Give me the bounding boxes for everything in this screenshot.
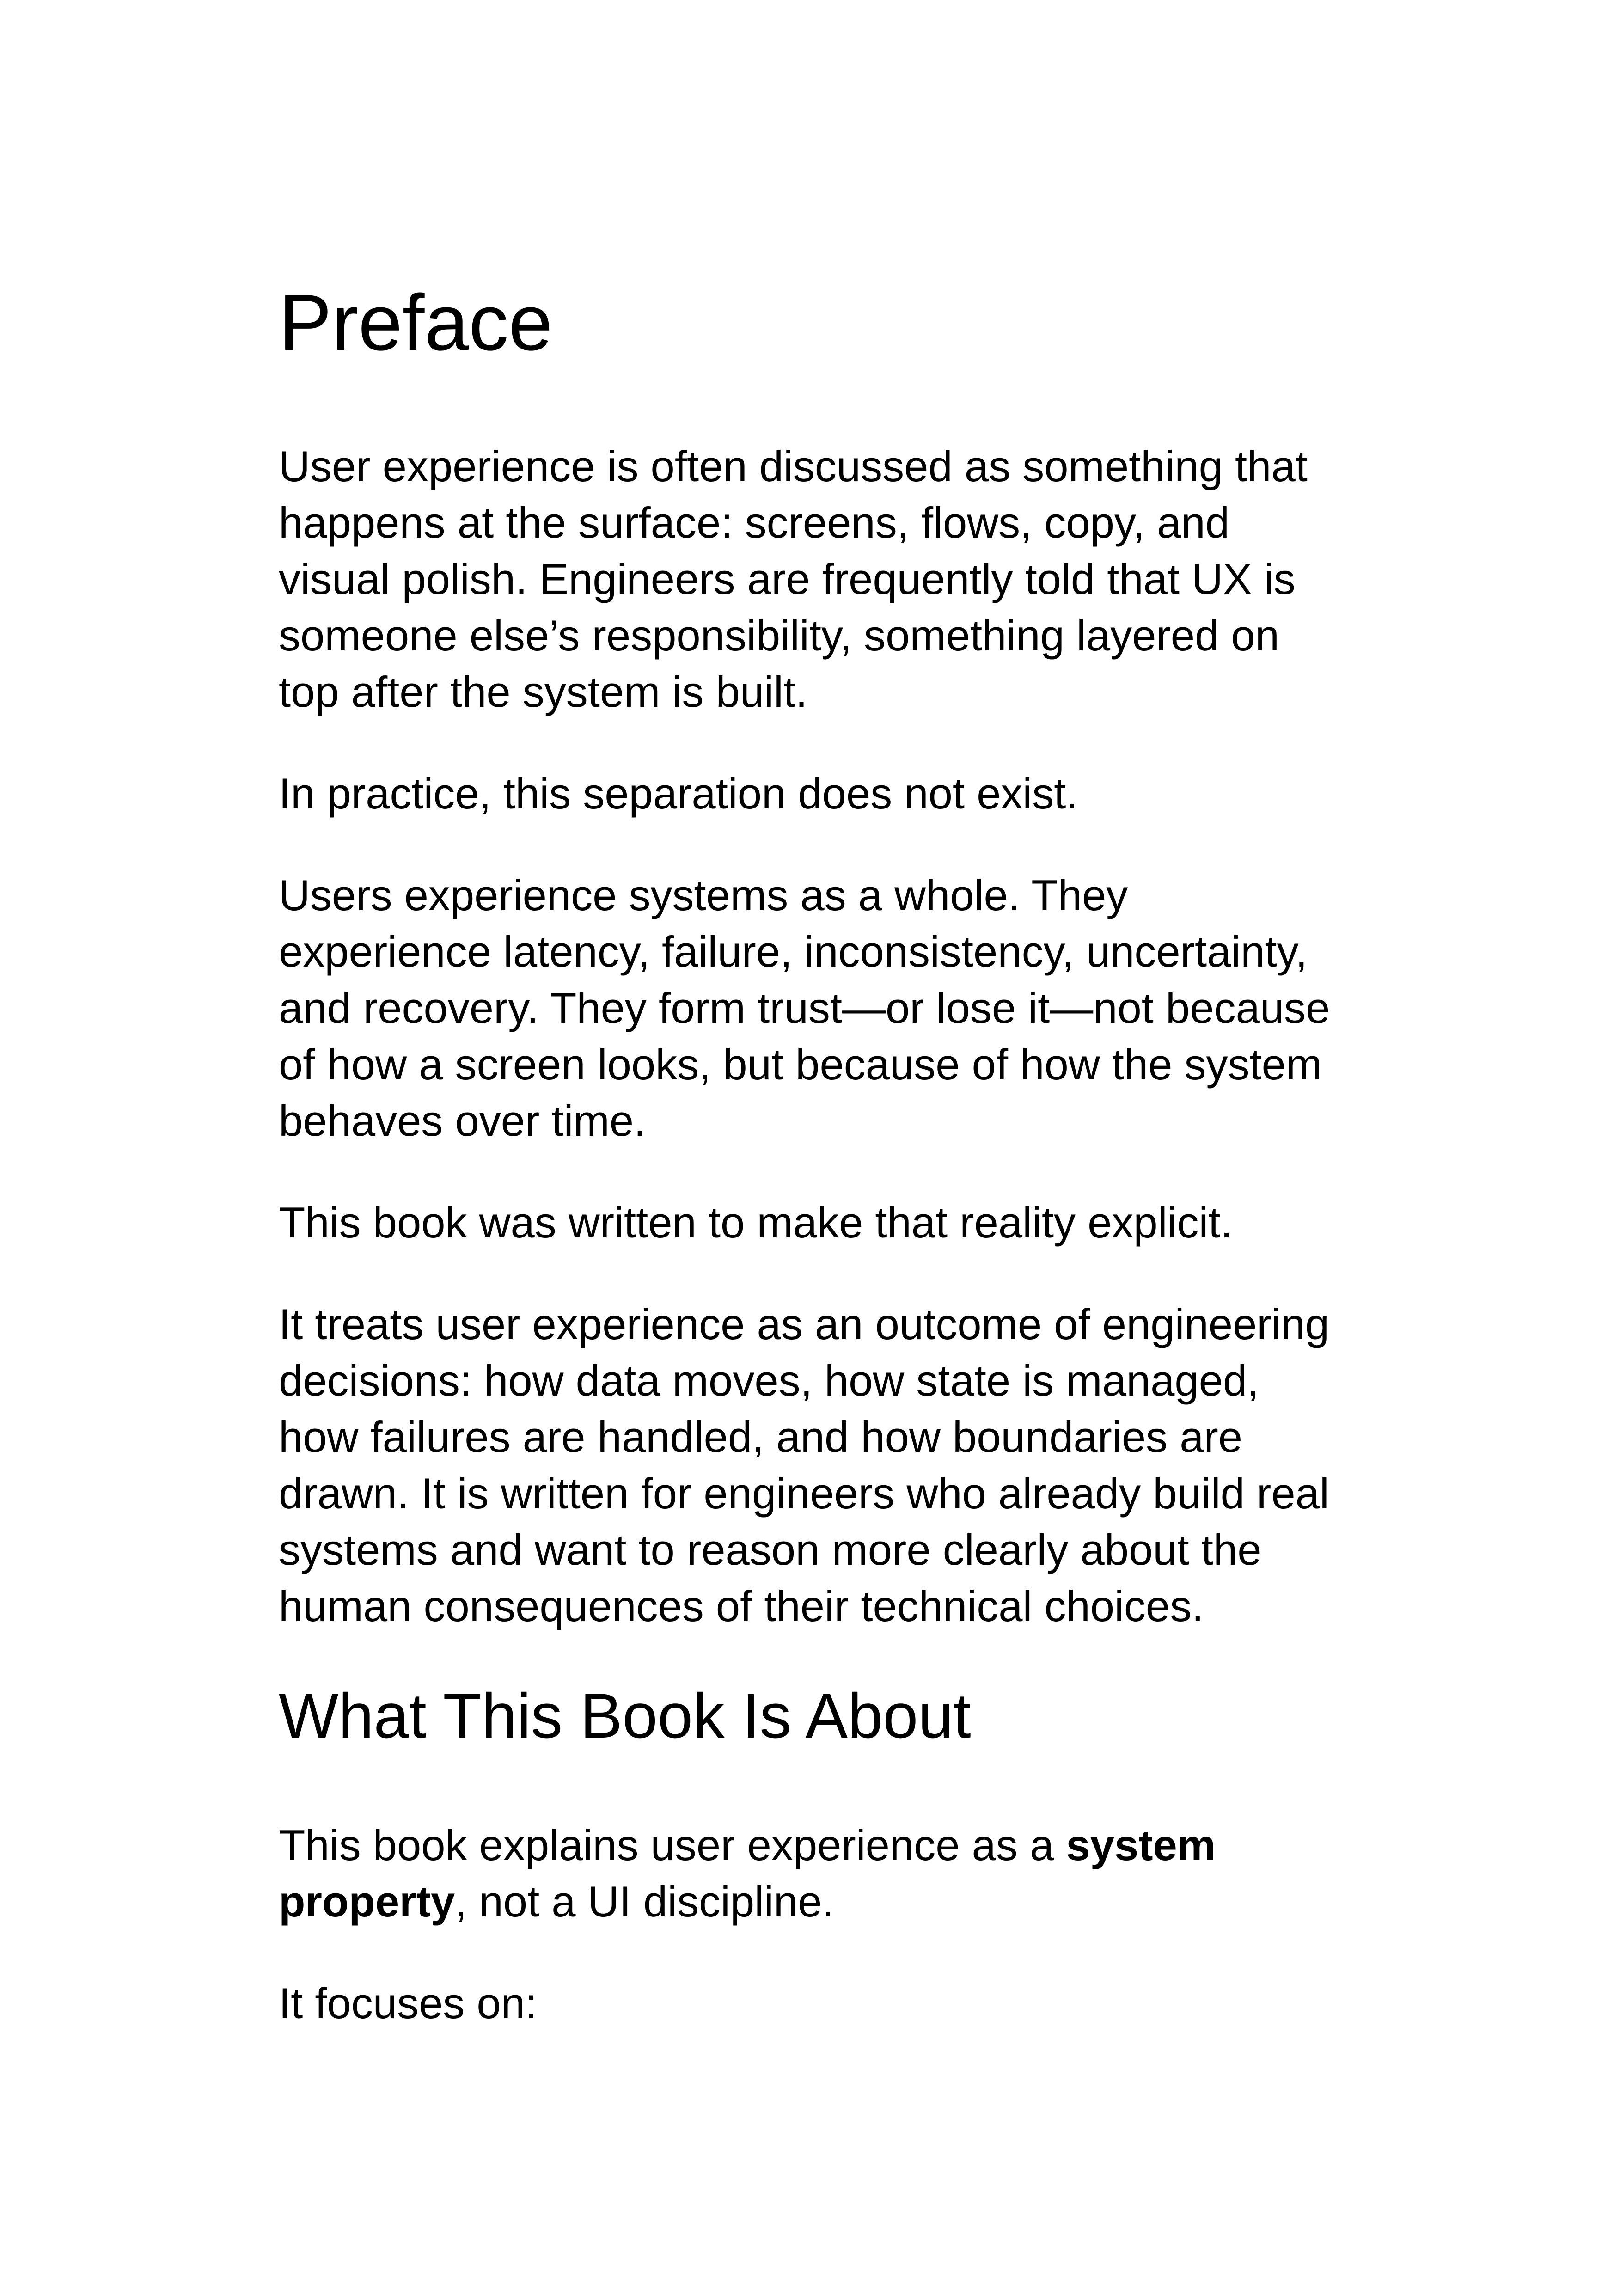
page-title: Preface <box>279 278 553 367</box>
intro-text-after: , not a UI discipline. <box>455 1877 834 1926</box>
section-heading: What This Book Is About <box>279 1680 971 1751</box>
paragraph-focus-lead: It focuses on: <box>279 1979 538 2028</box>
intro-text-before: This book explains user experience as a <box>279 1821 1066 1870</box>
paragraph-intro: User experience is often discussed as something that happens at the surface: screens, flows, copy, and visual polish. Engineers are frequently told that UX is someone else’s responsibility, something layered on top after the system is built. <box>279 441 1308 716</box>
paragraph-system-property <box>279 1817 1342 1930</box>
intro-text-bold: system property <box>279 1821 1216 1926</box>
document-page <box>279 277 1342 2077</box>
paragraph-engineering-outcome: It treats user experience as an outcome of engineering decisions: how data moves, how state is managed, how failures are handled, and how boundaries are drawn. It is written for engineers who already build real systems and want to reason more clearly about the human consequences of their technical choices. <box>279 1299 1330 1630</box>
paragraph-book-purpose: This book was written to make that reality explicit. <box>279 1198 1233 1247</box>
paragraph-separation: In practice, this separation does not exist. <box>279 769 1078 818</box>
paragraph-users-experience: Users experience systems as a whole. They experience latency, failure, inconsistency, uncertainty, and recovery. They form trust—or lose it—not because of how a screen looks, but because of how the system behaves over time. <box>279 870 1330 1145</box>
